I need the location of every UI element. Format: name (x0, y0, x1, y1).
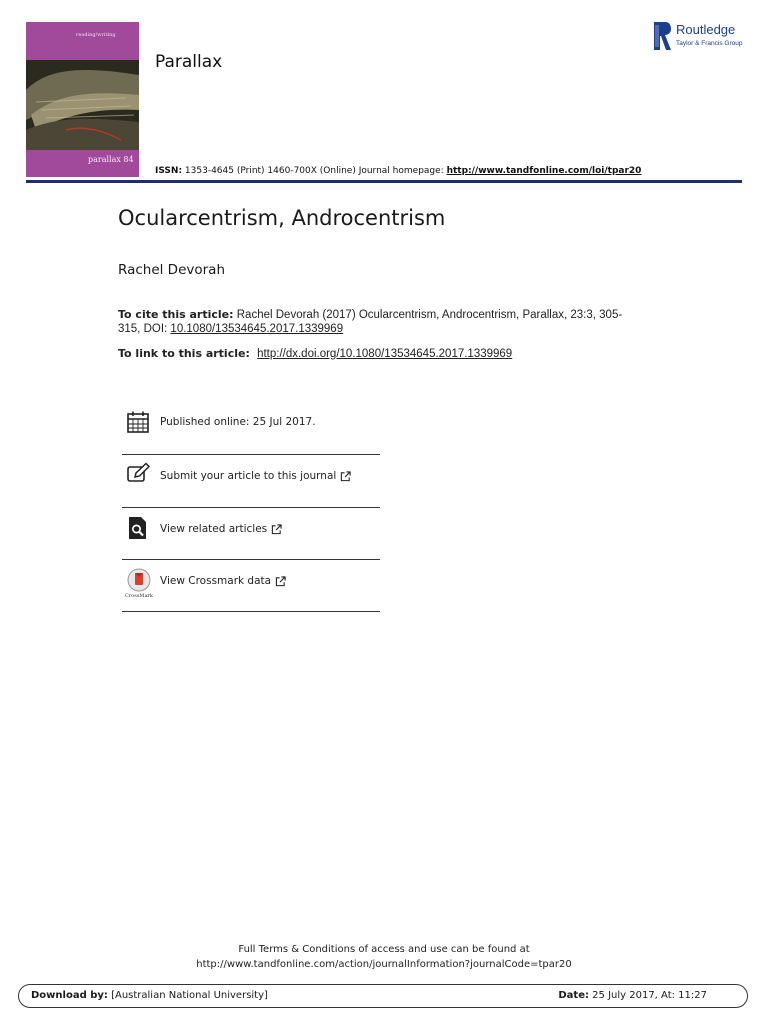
download-date (558, 990, 707, 1001)
header-divider (26, 180, 742, 183)
calendar-icon (126, 410, 150, 434)
publisher-group: Taylor & Francis Group (676, 40, 743, 47)
crossmark-link[interactable] (122, 563, 380, 615)
publisher-logo (652, 22, 752, 52)
action-divider (122, 559, 380, 560)
article-link-line (118, 347, 512, 360)
issn-text: 1353-4645 (Print) 1460-700X (Online) Journal homepage: (184, 166, 444, 176)
action-divider (122, 611, 380, 612)
crossmark-label: View Crossmark data (160, 575, 286, 587)
terms-url-link[interactable]: http://www.tandfonline.com/action/journalInformation?journalCode=tpar20 (196, 959, 572, 970)
journal-title: Parallax (155, 52, 223, 72)
download-institution: [Australian National University] (111, 990, 268, 1001)
downloaded-by (31, 990, 268, 1001)
external-link-icon (340, 471, 351, 482)
download-info-bar (18, 984, 748, 1008)
download-label: Download by: (31, 990, 108, 1001)
article-author: Rachel Devorah (118, 262, 226, 278)
external-link-icon (271, 524, 282, 535)
related-articles-label: View related articles (160, 523, 282, 535)
action-divider (122, 454, 380, 455)
citation-block (118, 308, 638, 336)
cite-label: To cite this article: (118, 308, 234, 321)
publisher-name: Routledge (676, 22, 736, 37)
cover-photo (26, 60, 139, 150)
issn-label: ISSN: (155, 166, 183, 176)
date-label: Date: (558, 990, 589, 1001)
journal-homepage-link[interactable]: http://www.tandfonline.com/loi/tpar20 (446, 166, 642, 176)
cite-doi-link[interactable]: 10.1080/13534645.2017.1339969 (170, 323, 344, 335)
published-online-text: Published online: 25 Jul 2017. (160, 416, 316, 428)
related-articles-link[interactable] (122, 511, 380, 563)
external-link-icon (275, 576, 286, 587)
article-title: Ocularcentrism, Androcentrism (118, 206, 446, 230)
submit-article-link[interactable] (122, 458, 380, 510)
edit-icon (126, 462, 150, 486)
link-label: To link to this article: (118, 347, 250, 360)
cover-issue-label: parallax 84 (88, 155, 134, 164)
terms-line-1: Full Terms & Conditions of access and use can be found at (238, 944, 530, 955)
cover-top-label: reading/writing (76, 32, 116, 38)
action-divider (122, 507, 380, 508)
routledge-logo-icon (652, 22, 672, 50)
issn-line (155, 166, 641, 176)
submit-article-label: Submit your article to this journal (160, 470, 351, 482)
journal-cover-image (26, 22, 139, 177)
cite-text: Rachel Devorah (2017) Ocularcentrism, Androcentrism, Parallax, 23:3, 305-315, DOI: (118, 309, 623, 335)
published-online-row (122, 406, 380, 458)
search-document-icon (126, 516, 150, 540)
crossmark-badge-text: CrossMark (125, 593, 153, 598)
terms-notice (0, 942, 768, 972)
crossmark-icon (125, 568, 153, 598)
article-doi-link[interactable]: http://dx.doi.org/10.1080/13534645.2017.1339969 (257, 348, 513, 360)
date-value: 25 July 2017, At: 11:27 (592, 990, 707, 1001)
